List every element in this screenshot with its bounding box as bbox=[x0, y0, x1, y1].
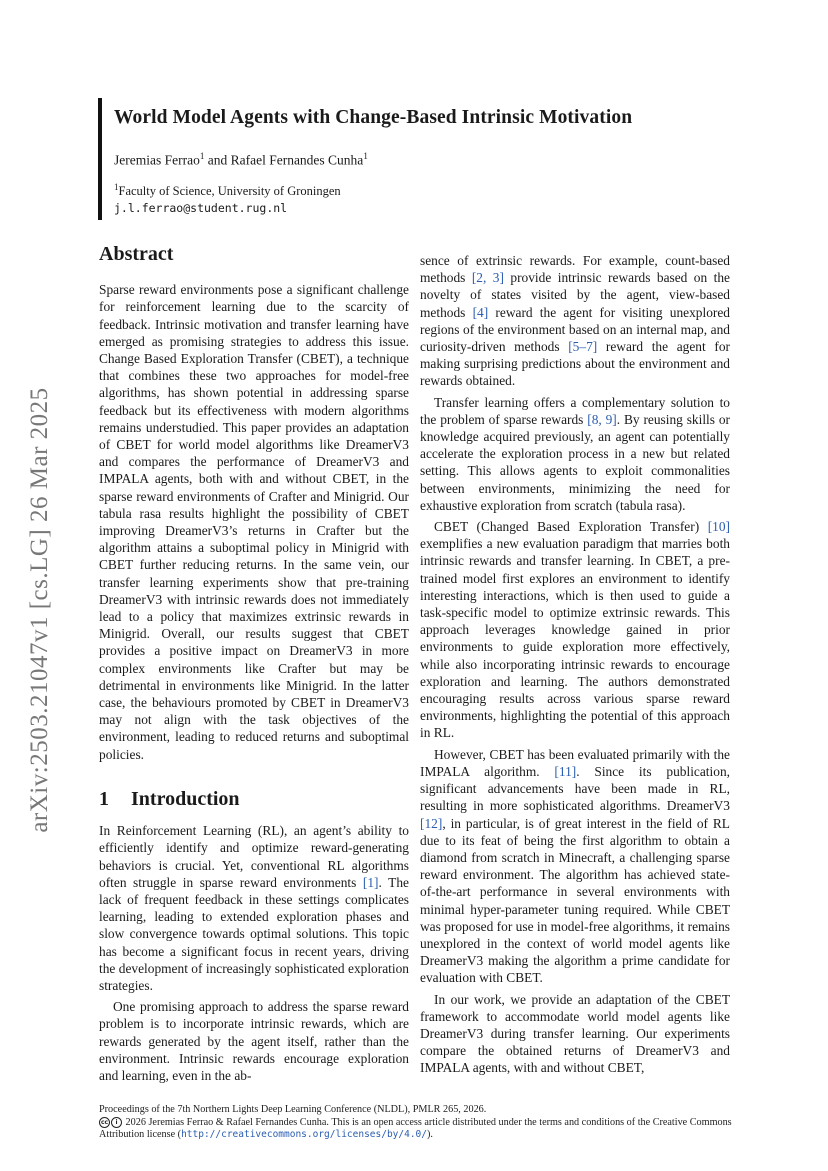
author-2: Rafael Fernandes Cunha bbox=[230, 152, 364, 168]
arxiv-identifier bbox=[12, 360, 68, 860]
intro-paragraph-7: In our work, we provide an adaptation of the CBET framework to accommodate world model agents like DreamerV3 during transfer learning. Our experiments compare the obtained returns of DreamerV3 and IMPALA agents, with and without CBET, bbox=[420, 991, 730, 1076]
citation-link[interactable]: [5–7] bbox=[568, 339, 598, 355]
author-conjunction: and bbox=[204, 152, 231, 168]
citation-link[interactable]: [4] bbox=[472, 304, 489, 320]
abstract-heading: Abstract bbox=[99, 243, 174, 265]
page-footer bbox=[99, 1104, 739, 1142]
citation-link[interactable]: [11] bbox=[554, 763, 577, 779]
section-heading-introduction bbox=[99, 787, 409, 810]
citation-link[interactable]: [2, 3] bbox=[471, 270, 504, 286]
contact-email[interactable]: j.l.ferrao@student.rug.nl bbox=[114, 200, 288, 215]
affiliation-mark: 1 bbox=[114, 181, 119, 192]
intro-paragraph-6: However, CBET has been evaluated primarily with the IMPALA algorithm. [11]. Since its publication, significant advancements have been made in RL, resulting in more sophisticated algorithms. DreamerV3 [12], in particular, is of great interest in the field of RL due to its feat of being the first algorithm to obtain a diamond from scratch in Minecraft, a challenging sparse reward environment. The algorithm has achieved state-of-the-art performance in several environments with minimal hyper-parameter tuning required. While CBET was proposed for use in model-free algorithms, it remains unexplored in the context of world model agents like DreamerV3 making the algorithm a prime candidate for evaluation with CBET. bbox=[420, 746, 730, 986]
left-column bbox=[99, 243, 409, 1088]
abstract-text: Sparse reward environments pose a significant challenge for reinforcement learning due to the scarcity of feedback. Intrinsic motivation and transfer learning have emerged as promising strategies to address this issue. Change Based Exploration Transfer (CBET), a technique that combines these two approaches for model-free algorithms, has shown potential in addressing sparse feedback but its effectiveness with modern algorithms remains understudied. This paper provides an adaptation of CBET for world model algorithms like DreamerV3 and compares the performance of DreamerV3 and IMPALA agents, both with and without CBET, in the sparse reward environments of Crafter and Minigrid. Our tabula rasa results highlight the possibility of CBET improving DreamerV3’s returns in Crafter but the algorithm attains a suboptimal policy in Minigrid with CBET further reducing returns. In the same vein, our transfer learning experiments show that pre-training DreamerV3 with intrinsic rewards does not immediately lead to a policy that maximizes extrinsic rewards in Minigrid. Overall, our results suggest that CBET provides a positive impact on DreamerV3 in more complex environments like Crafter but may be detrimental in environments like Minigrid. In the latter case, the behaviours promoted by CBET in DreamerV3 may not align with the task objectives of the environment, leading to reduced returns and suboptimal policies. bbox=[99, 282, 409, 762]
intro-paragraph-3: sence of extrinsic rewards. For example, count-based methods [2, 3] provide intrinsic rewards based on the novelty of states visited by the agent, view-based methods [4] reward the agent for visiting unexplored regions of the environment based on an internal map, and curiosity-driven methods [5–7] reward the agent for making surprising predictions about the environment and rewards obtained. bbox=[420, 253, 730, 389]
citation-link[interactable]: [1] bbox=[362, 874, 379, 890]
intro-paragraph-4: Transfer learning offers a complementary solution to the problem of sparse rewards [8, 9]. By reusing skills or knowledge acquired previously, an agent can potentially accelerate the exploration process in a new but related setting. This allows agents to exploit commonalities between environments, minimizing the need for exhaustive exploration from scratch (tabula rasa). bbox=[420, 394, 730, 513]
intro-paragraph-2: One promising approach to address the sparse reward problem is to incorporate intrinsic rewards, which are rewards generated by the agent itself, rather than the environment. Intrinsic rewards encourage exploration and learning, even in the ab- bbox=[99, 999, 409, 1083]
citation-link[interactable]: [8, 9] bbox=[587, 411, 617, 427]
affiliation bbox=[114, 182, 738, 199]
license-link[interactable]: http://creativecommons.org/licenses/by/4.0/ bbox=[181, 1129, 428, 1140]
author-2-affil-mark: 1 bbox=[363, 151, 368, 161]
right-column bbox=[420, 252, 730, 1081]
author-1-affil-mark: 1 bbox=[199, 151, 205, 161]
license-note: cc i 2026 Jeremias Ferrao & Rafael Fernandes Cunha. This is an open access article distributed under the terms and conditions of the Creative Commons Attribution license (http://creativecommons.org/licenses/by/4.0/). bbox=[99, 1116, 732, 1140]
attribution-icon: i bbox=[111, 1117, 122, 1128]
paper-title: World Model Agents with Change-Based Intrinsic Motivation bbox=[114, 107, 633, 128]
creative-commons-icon: cc bbox=[100, 1118, 109, 1126]
affiliation-text: Faculty of Science, University of Groningen bbox=[118, 183, 341, 198]
citation-link[interactable]: [10] bbox=[707, 519, 730, 535]
citation-link[interactable]: [12] bbox=[420, 815, 443, 831]
proceedings-note: Proceedings of the 7th Northern Lights Deep Learning Conference (NLDL), PMLR 265, 2026. bbox=[99, 1104, 487, 1115]
title-block bbox=[98, 98, 738, 220]
section-number: 1 bbox=[99, 787, 109, 810]
section-title: Introduction bbox=[131, 787, 240, 810]
author-list bbox=[114, 151, 738, 169]
intro-paragraph-1: In Reinforcement Learning (RL), an agent’s ability to efficiently identify and optimize reward-generating behaviors is crucial. Yet, conventional RL algorithms often struggle in sparse reward environments [1]. The lack of frequent feedback in these settings complicates learning, leading to extended exploration phases and slow convergence towards optimal solutions. This topic has become a significant focus in recent years, driving the development of increasingly sophisticated exploration strategies. bbox=[99, 823, 409, 993]
intro-paragraph-5: CBET (Changed Based Exploration Transfer) [10] exemplifies a new evaluation paradigm that marries both intrinsic rewards and transfer learning. In CBET, a pre-trained model first explores an environment to identify interesting interactions, which is then used to guide a task-specific model to optimize extrinsic rewards. This approach leverages knowledge gained in prior environments to guide exploration more effectively, while also incorporating intrinsic rewards to encourage exploration and learning. The authors demonstrated encouraging results across various sparse reward environments, highlighting the potential of this approach in RL. bbox=[420, 519, 730, 741]
author-1: Jeremias Ferrao bbox=[114, 152, 200, 168]
arxiv-id-text: arXiv:2503.21047v1 [cs.LG] 26 Mar 2025 bbox=[26, 387, 53, 833]
